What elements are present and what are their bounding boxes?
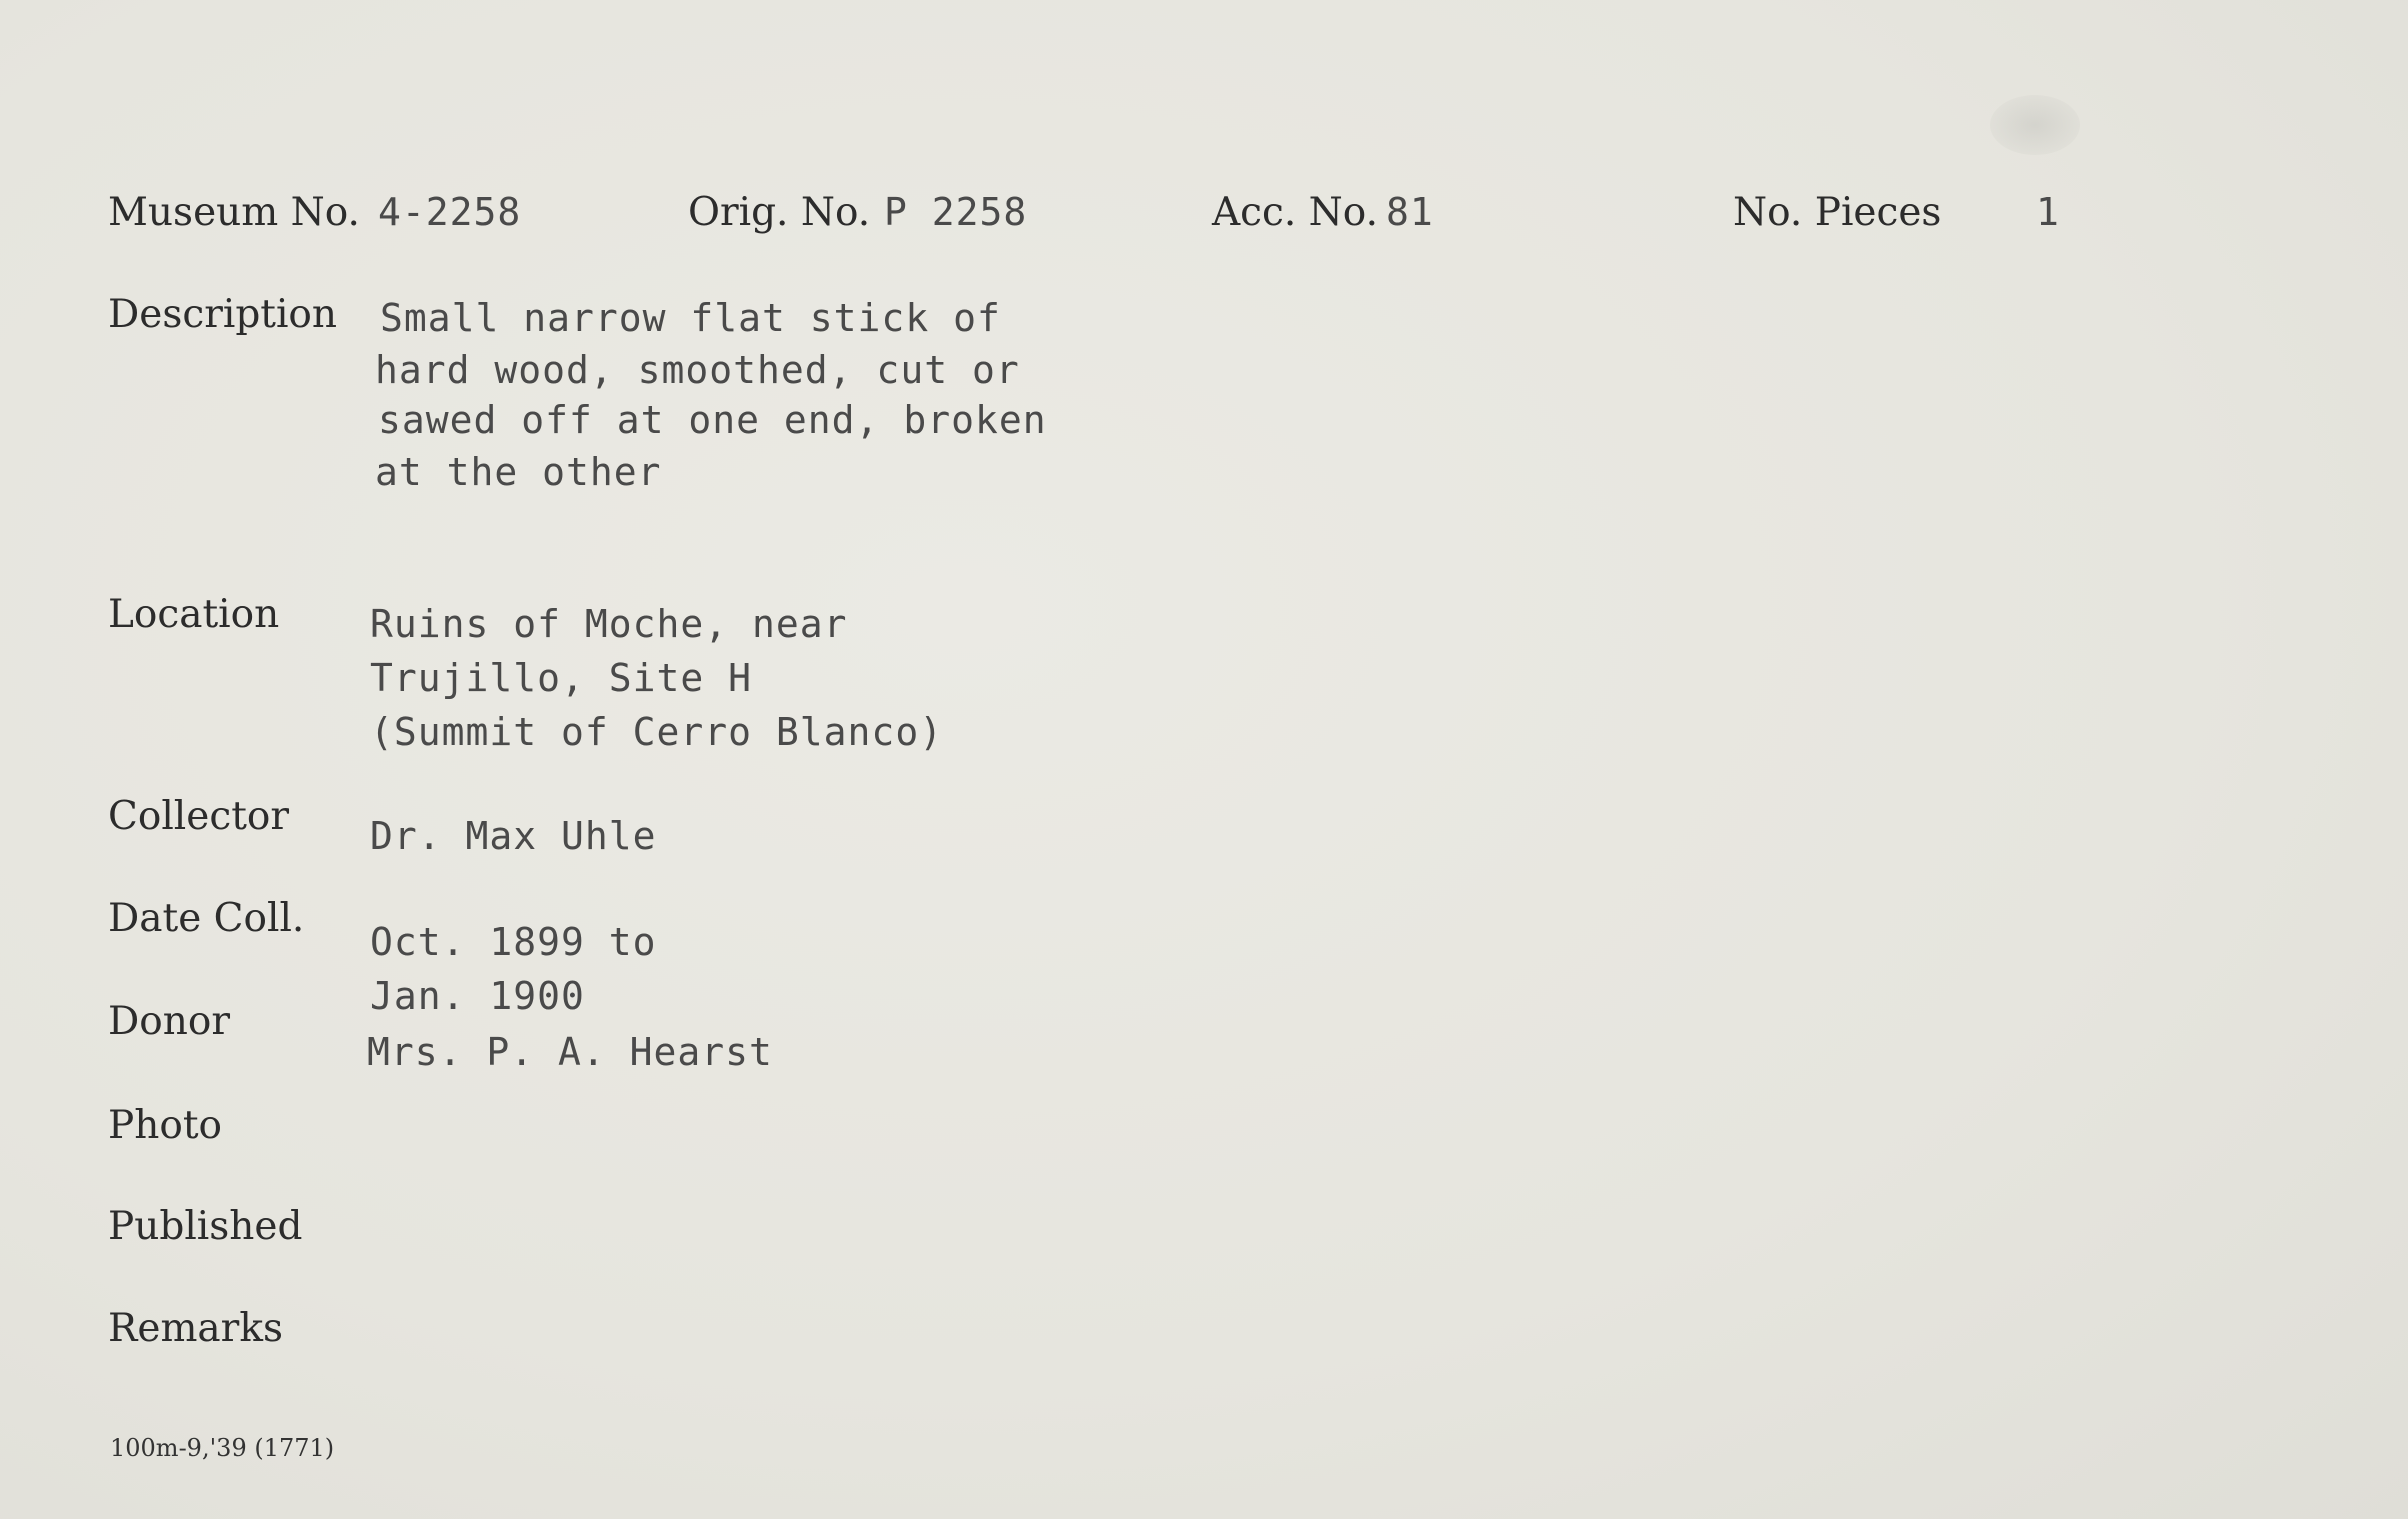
date-coll-label: Date Coll. — [108, 896, 305, 941]
location-line: Trujillo, Site H — [370, 656, 753, 700]
location-line: Ruins of Moche, near — [370, 602, 848, 646]
description-line: Small narrow flat stick of — [380, 296, 1001, 340]
donor-value: Mrs. P. A. Hearst — [367, 1030, 773, 1074]
print-code: 100m-9,'39 (1771) — [110, 1434, 335, 1462]
acc-no-label: Acc. No. — [1212, 190, 1378, 235]
description-line: at the other — [375, 450, 662, 494]
museum-no-label: Museum No. — [108, 190, 360, 235]
orig-no-label: Orig. No. — [688, 190, 871, 235]
smudge-mark — [1990, 95, 2080, 155]
acc-no-value: 81 — [1386, 190, 1434, 234]
location-label: Location — [108, 592, 280, 637]
date-line: Jan. 1900 — [370, 974, 585, 1018]
date-line: Oct. 1899 to — [370, 920, 657, 964]
description-line: hard wood, smoothed, cut or — [375, 348, 1020, 392]
donor-label: Donor — [108, 999, 230, 1044]
no-pieces-label: No. Pieces — [1733, 190, 1942, 235]
photo-label: Photo — [108, 1103, 222, 1148]
collector-value: Dr. Max Uhle — [370, 814, 657, 858]
description-line: sawed off at one end, broken — [378, 398, 1047, 442]
collector-label: Collector — [108, 794, 289, 839]
published-label: Published — [108, 1204, 303, 1249]
description-label: Description — [108, 292, 338, 337]
museum-no-value: 4-2258 — [378, 190, 522, 234]
orig-no-value: P 2258 — [884, 190, 1028, 234]
no-pieces-value: 1 — [2036, 190, 2060, 234]
location-line: (Summit of Cerro Blanco) — [370, 710, 944, 754]
remarks-label: Remarks — [108, 1306, 283, 1351]
